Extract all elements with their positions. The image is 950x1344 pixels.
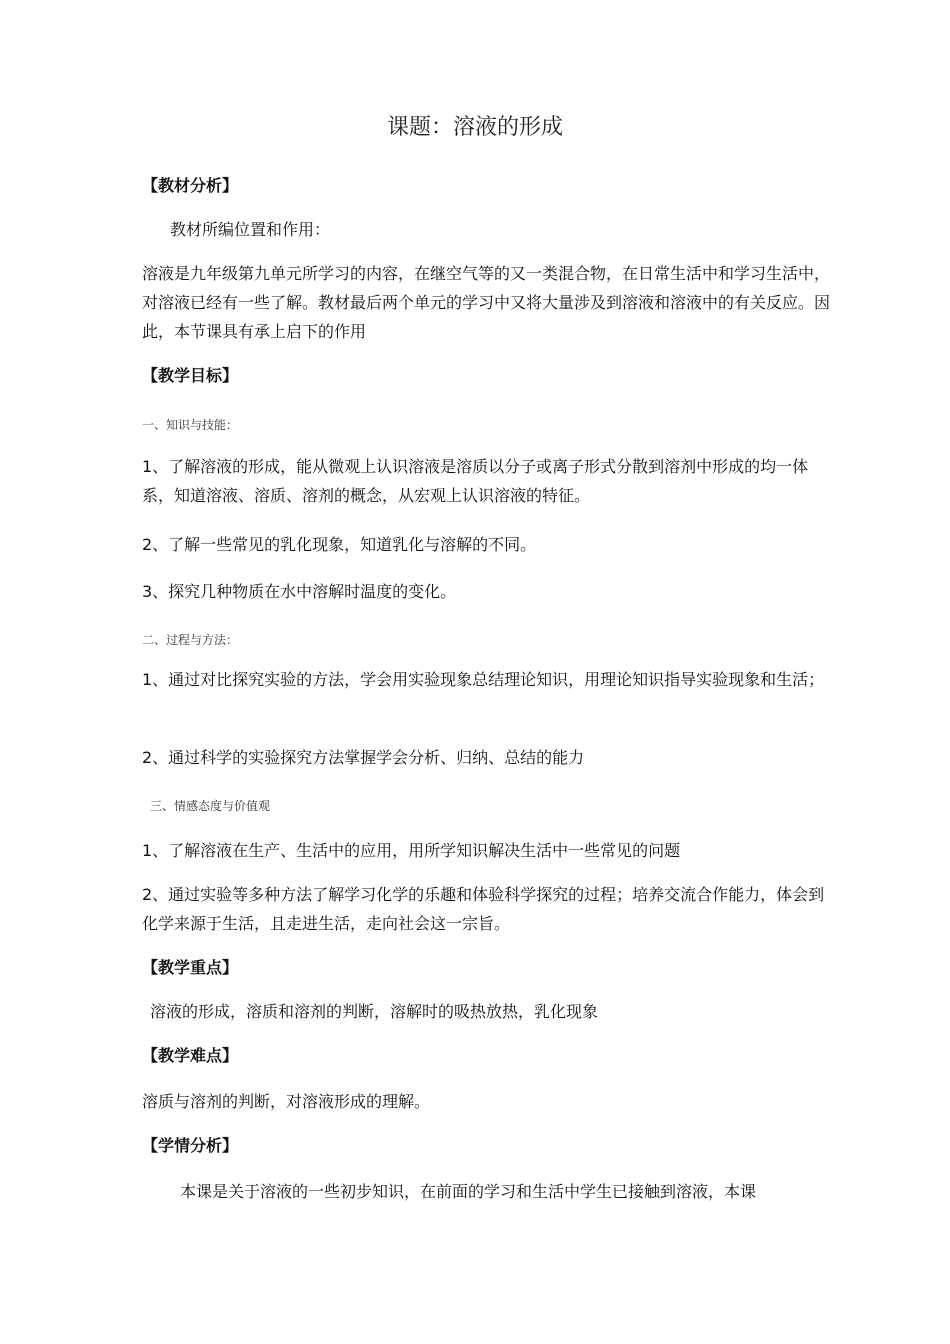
goal-category-process: 二、过程与方法： bbox=[142, 633, 239, 647]
goal-knowledge-item-2: 2、了解一些常见的乳化现象，知道乳化与溶解的不同。 bbox=[142, 535, 537, 554]
goal-process-item-1: 1、通过对比探究实验的方法，学会用实验现象总结理论知识，用理论知识指导实验现象和生活； bbox=[142, 670, 825, 689]
student-analysis-body: 本课是关于溶液的一些初步知识，在前面的学习和生活中学生已接触到溶液，本课 bbox=[180, 1182, 757, 1201]
goal-category-attitude: 三、情感态度与价值观 bbox=[150, 799, 271, 813]
goal-process-item-2: 2、通过科学的实验探究方法掌握学会分析、归纳、总结的能力 bbox=[142, 748, 585, 767]
section-heading-analysis: 【教材分析】 bbox=[142, 176, 239, 195]
difficulties-body: 溶质与溶剂的判断，对溶液形成的理解。 bbox=[142, 1092, 431, 1111]
goal-knowledge-item-3: 3、探究几种物质在水中溶解时温度的变化。 bbox=[142, 582, 457, 601]
section-heading-goals: 【教学目标】 bbox=[142, 366, 239, 385]
analysis-subtitle: 教材所编位置和作用： bbox=[170, 220, 331, 239]
document-title: 课题：溶液的形成 bbox=[386, 115, 563, 140]
analysis-paragraph: 溶液是九年级第九单元所学习的内容，在继空气等的又一类混合物，在日常生活中和学习生活中，对溶液已经有一些了解。教材最后两个单元的学习中又将大量涉及到溶液和溶液中的有关反应。因此，本节课具有承上启下的作用 bbox=[142, 264, 831, 341]
goal-attitude-item-1: 1、了解溶液在生产、生活中的应用，用所学知识解决生活中一些常见的问题 bbox=[142, 841, 681, 860]
section-heading-difficulties: 【教学难点】 bbox=[142, 1046, 239, 1065]
key-points-body: 溶液的形成，溶质和溶剂的判断，溶解时的吸热放热，乳化现象 bbox=[150, 1002, 599, 1021]
goal-attitude-item-2: 2、通过实验等多种方法了解学习化学的乐趣和体验科学探究的过程；培养交流合作能力，体会到化学来源于生活，且走进生活，走向社会这一宗旨。 bbox=[142, 885, 825, 933]
goal-knowledge-item-1: 1、了解溶液的形成，能从微观上认识溶液是溶质以分子或离子形式分散到溶剂中形成的均一体系，知道溶液、溶质、溶剂的概念，从宏观上认识溶液的特征。 bbox=[142, 457, 809, 505]
goal-category-knowledge: 一、知识与技能： bbox=[142, 418, 239, 432]
section-heading-student-analysis: 【学情分析】 bbox=[142, 1136, 239, 1155]
section-heading-key-points: 【教学重点】 bbox=[142, 958, 239, 977]
